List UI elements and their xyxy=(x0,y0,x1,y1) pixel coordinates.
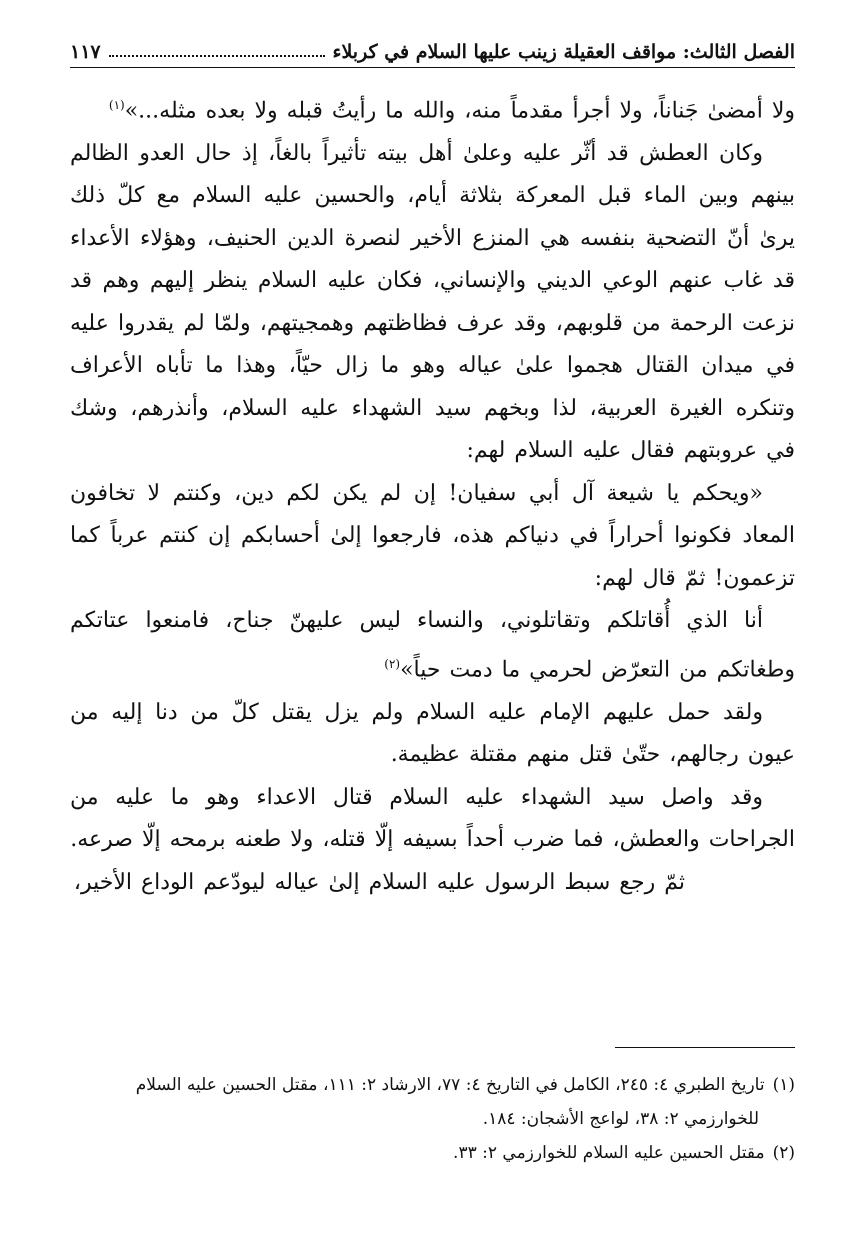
footnotes xyxy=(70,1068,795,1170)
main-text xyxy=(70,84,795,904)
chapter-title: الفصل الثالث: مواقف العقيلة زينب عليها السلام في كربلاء xyxy=(332,41,795,63)
footnote-number: (١) xyxy=(772,1075,795,1095)
page-number: ١١٧ xyxy=(70,41,101,63)
paragraph-text: ولا أمضىٰ جَناناً، ولا أجرأ مقدماً منه، والله ما رأيتُ قبله ولا بعده مثله...» xyxy=(124,98,795,124)
paragraph-text: ثمّ رجع سبط الرسول عليه السلام إلىٰ عياله ليودّعم الوداع الأخير، xyxy=(73,869,685,895)
paragraph xyxy=(70,692,795,777)
paragraph xyxy=(70,777,795,862)
footnote-text: مقتل الحسين عليه السلام للخوارزمي ٢: ٣٣. xyxy=(453,1143,765,1163)
paragraph xyxy=(70,133,795,473)
paragraph xyxy=(70,84,795,133)
paragraph xyxy=(70,862,795,905)
footnote xyxy=(70,1136,795,1170)
header-dot-leader xyxy=(109,55,325,57)
paragraph-text: أنا الذي أُقاتلكم وتقاتلوني، والنساء ليس عليهنّ جناح، فامنعوا عتاتكم وطغاتكم من التعرّض لحرمي ما دمت حياً» xyxy=(70,608,795,683)
footnote-number: (٢) xyxy=(772,1143,795,1163)
paragraph-text: ولقد حمل عليهم الإمام عليه السلام ولم يزل يقتل كلّ من دنا إليه من عيون رجالهم، حتّىٰ قتل منهم مقتلة عظيمة. xyxy=(70,699,795,768)
quote-paragraph xyxy=(70,600,795,691)
footnote-ref: (٢) xyxy=(384,656,401,671)
footnote-continuation xyxy=(70,1102,795,1136)
footnote-text: تاريخ الطبري ٤: ٢٤٥، الكامل في التاريخ ٤: ٧٧، الارشاد ٢: ١١١، مقتل الحسين عليه السلام xyxy=(135,1075,765,1095)
paragraph-text: وكان العطش قد أثّر عليه وعلىٰ أهل بيته تأثيراً بالغاً، إذ حال العدو الظالم بينهم وبين الماء قبل المعركة بثلاثة أيام، والحسين عليه السلام مع كلّ ذلك يرىٰ أنّ التضحية بنفسه هي المنزع الأخير لنصرة الدين الحنيف، وهؤلاء الأعداء قد غاب عنهم الوعي الديني والإنساني، فكان عليه السلام ينظر إليهم وهم قد نزعت الرحمة من قلوبهم، وقد عرف فظاظتهم وهمجيتهم، ولمّا لم يقدروا عليه في ميدان القتال هجموا علىٰ عياله وهو ما زال حيّاً، وهذا ما تأباه الأعراف وتنكره الغيرة العربية، لذا وبخهم سيد الشهداء عليه السلام، وأنذرهم، وشك في عروبتهم فقال عليه السلام لهم: xyxy=(70,140,795,464)
quote-paragraph xyxy=(70,473,795,601)
paragraph-text: «ويحكم يا شيعة آل أبي سفيان! إن لم يكن لكم دين، وكنتم لا تخافون المعاد فكونوا أحراراً في دنياكم هذه، فارجعوا إلىٰ أحسابكم إن كنتم عرباً كما تزعمون! ثمّ قال لهم: xyxy=(70,480,795,591)
running-header xyxy=(70,36,795,68)
footnote-separator xyxy=(615,1047,795,1048)
footnote xyxy=(70,1068,795,1102)
footnote-text: للخوارزمي ٢: ٣٨، لواعج الأشجان: ١٨٤. xyxy=(482,1109,759,1129)
paragraph-text: وقد واصل سيد الشهداء عليه السلام قتال الاعداء وهو ما عليه من الجراحات والعطش، فما ضرب أحداً بسيفه إلّا قتله، ولا طعنه برمحه إلّا صرعه. xyxy=(70,784,795,853)
footnote-ref: (١) xyxy=(108,98,125,112)
